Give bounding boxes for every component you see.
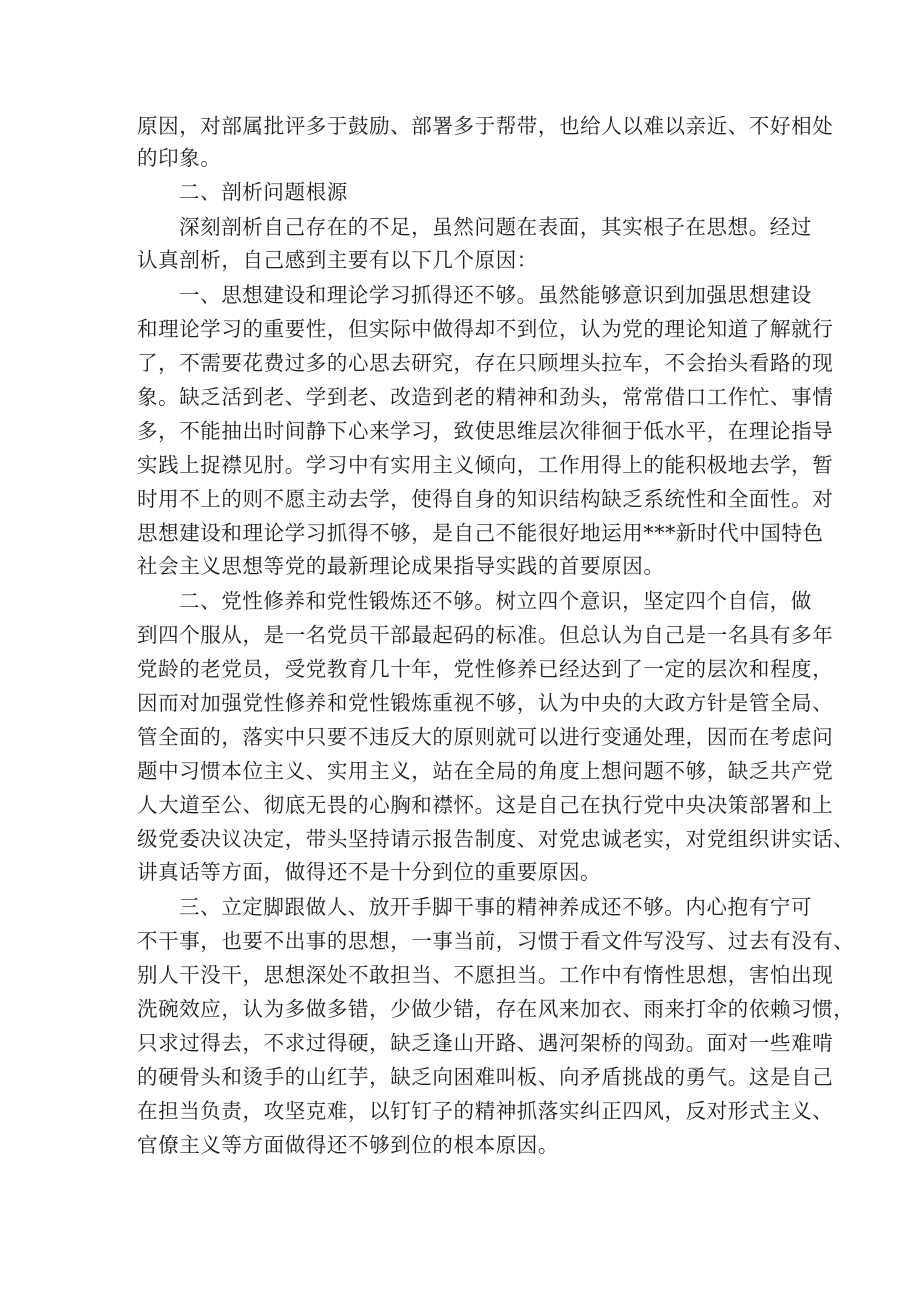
section-heading: 二、剖析问题根源 [179, 180, 348, 204]
text-line: 级党委决议决定，带头坚持请示报告制度、对党忠诚老实，对党组织讲实话、 [137, 827, 855, 851]
text-line: 不干事，也要不出事的思想，一事当前，习惯于看文件写没写、过去有没有、 [137, 929, 855, 953]
text-line: 了，不需要花费过多的心思去研究，存在只顾埋头拉车，不会抬头看路的现 [137, 351, 834, 375]
text-line: 别人干没干，思想深处不敢担当、不愿担当。工作中有惰性思想，害怕出现 [137, 963, 834, 987]
text-line: 一、思想建设和理论学习抓得还不够。虽然能够意识到加强思想建设 [179, 283, 812, 307]
text-line: 的印象。 [137, 146, 222, 170]
text-line: 人大道至公、彻底无畏的心胸和襟怀。这是自己在执行党中央决策部署和上 [137, 793, 834, 817]
text-line: 思想建设和理论学习抓得不够，是自己不能很好地运用***新时代中国特色 [137, 521, 824, 545]
text-line: 洗碗效应，认为多做多错，少做少错，存在风来加衣、雨来打伞的依赖习惯， [137, 997, 855, 1021]
text-line: 党龄的老党员，受党教育几十年，党性修养已经达到了一定的层次和程度， [137, 657, 834, 681]
text-line: 三、立定脚跟做人、放开手脚干事的精神养成还不够。内心抱有宁可 [179, 895, 812, 919]
text-line: 实践上捉襟见肘。学习中有实用主义倾向，工作用得上的能积极地去学，暂 [137, 453, 834, 477]
text-line: 二、党性修养和党性锻炼还不够。树立四个意识，坚定四个自信，做 [179, 589, 812, 613]
text-line: 题中习惯本位主义、实用主义，站在全局的角度上想问题不够，缺乏共产党 [137, 759, 834, 783]
text-line: 官僚主义等方面做得还不够到位的根本原因。 [137, 1133, 559, 1157]
text-line: 到四个服从，是一名党员干部最起码的标准。但总认为自己是一名具有多年 [137, 623, 834, 647]
text-line: 深刻剖析自己存在的不足，虽然问题在表面，其实根子在思想。经过 [179, 215, 812, 239]
text-line: 因而对加强党性修养和党性锻炼重视不够，认为中央的大政方针是管全局、 [137, 691, 834, 715]
text-line: 讲真话等方面，做得还不是十分到位的重要原因。 [137, 860, 602, 884]
text-line: 原因，对部属批评多于鼓励、部署多于帮带，也给人以难以亲近、不好相处 [137, 114, 834, 138]
text-line: 的硬骨头和烫手的山红芋，缺乏向困难叫板、向矛盾挑战的勇气。这是自己 [137, 1065, 834, 1089]
text-line: 管全面的，落实中只要不违反大的原则就可以进行变通处理，因而在考虑问 [137, 725, 834, 749]
text-line: 在担当负责，攻坚克难，以钉钉子的精神抓落实纠正四风，反对形式主义、 [137, 1099, 834, 1123]
text-line: 多，不能抽出时间静下心来学习，致使思维层次徘徊于低水平，在理论指导 [137, 419, 834, 443]
text-line: 认真剖析，自己感到主要有以下几个原因： [137, 248, 538, 272]
text-line: 象。缺乏活到老、学到老、改造到老的精神和劲头，常常借口工作忙、事情 [137, 385, 834, 409]
text-line: 社会主义思想等党的最新理论成果指导实践的首要原因。 [137, 554, 665, 578]
text-line: 和理论学习的重要性，但实际中做得却不到位，认为党的理论知道了解就行 [137, 317, 834, 341]
text-line: 只求过得去，不求过得硬，缺乏逢山开路、遇河架桥的闯劲。面对一些难啃 [137, 1031, 834, 1055]
text-line: 时用不上的则不愿主动去学，使得自身的知识结构缺乏系统性和全面性。对 [137, 487, 834, 511]
